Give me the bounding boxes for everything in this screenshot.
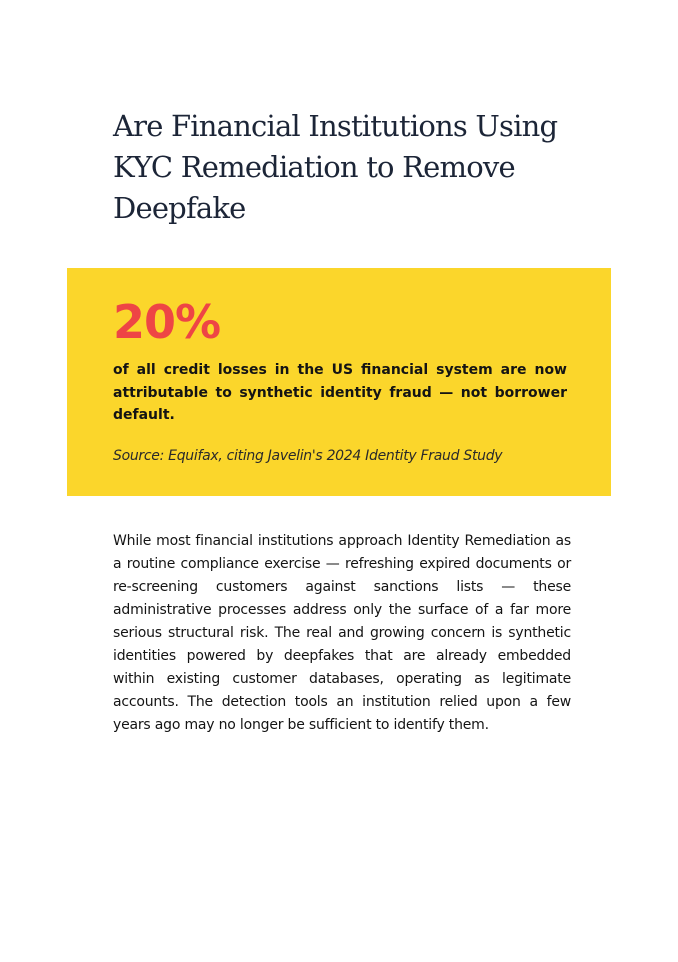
body-paragraph: While most financial institutions approach Identity Remediation as a routine compliance exercise — refreshing expired documents or re-screening customers against sanctions lists — these administrative processes address only the surface of a far more serious structural risk. The real and growing concern is synthetic identities powered by deepfakes that are already embedded within existing customer databases, operating as legitimate accounts. The detection tools an institution relied upon a few years ago may no longer be sufficient to identify them. — [113, 533, 571, 733]
stat-source: Source: Equifax, citing Javelin's 2024 Identity Fraud Study — [113, 448, 503, 464]
page-title: Are Financial Institutions Using KYC Remediation to Remove Deepfake — [113, 109, 558, 225]
stat-description: of all credit losses in the US financial system are now attributable to synthetic identity fraud — not borrower default. — [113, 362, 567, 423]
stat-value: 20% — [113, 295, 221, 349]
stat-callout — [67, 268, 611, 496]
